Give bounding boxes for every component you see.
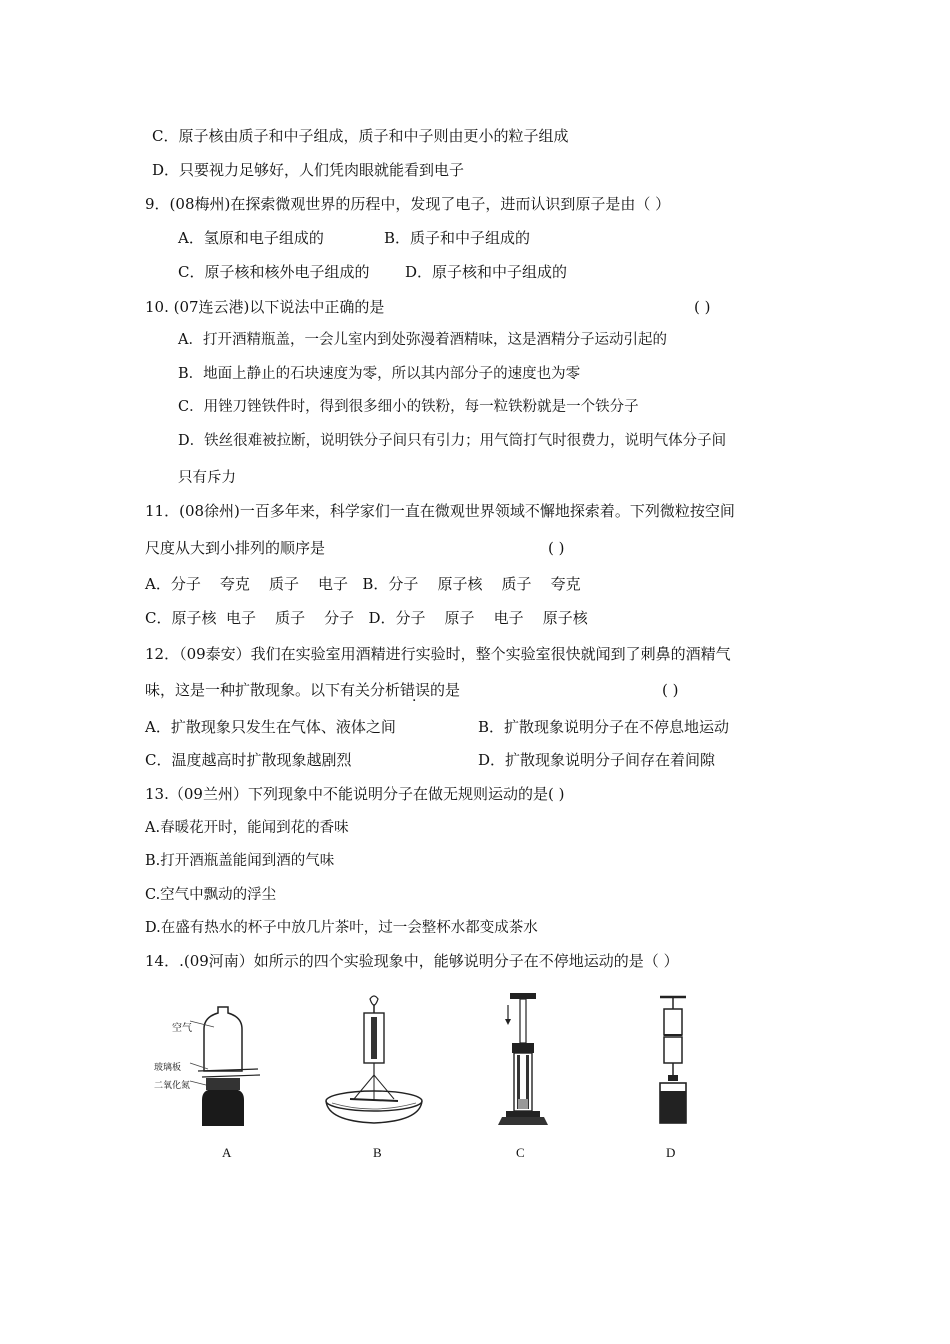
q8-option-d: D．只要视力足够好，人们凭肉眼就能看到电子 [152, 161, 465, 179]
q9-option-c: C．原子核和核外电子组成的 [178, 263, 370, 281]
q14-stem: 14．.(09河南）如所示的四个实验现象中，能够说明分子在不停地运动的是（ ） [145, 952, 679, 970]
q11-options-cd: C．原子核 电子 质子 分子 D．分子 原子 电子 原子核 [145, 609, 588, 627]
figure-a-gas-diffusion [154, 1003, 268, 1127]
figure-label-a: A [222, 1145, 232, 1160]
q9-stem: 9．(08梅州)在探索微观世界的历程中，发现了电子，进而认识到原子是由（ ） [145, 195, 671, 213]
figure-label-d: D [666, 1145, 676, 1160]
q13-option-a: A.春暖花开时，能闻到花的香味 [145, 820, 349, 836]
q10-option-d-line1: D．铁丝很难被拉断，说明铁分子间只有引力；用气筒打气时很费力，说明气体分子间 [178, 433, 727, 449]
q13-option-b: B.打开酒瓶盖能闻到酒的气味 [145, 853, 335, 869]
q13-option-d: D.在盛有热水的杯子中放几片茶叶，过一会整杯水都变成茶水 [145, 920, 538, 936]
q9-option-d: D．原子核和中子组成的 [405, 263, 568, 281]
figure-d-drawing [650, 993, 696, 1127]
q12-stem-line1: 12．（09泰安）我们在实验室用酒精进行实验时，整个实验室很快就闻到了刺鼻的酒精气 [145, 645, 731, 663]
figure-label-c: C [516, 1145, 525, 1160]
q11-stem-line2: 尺度从大到小排列的顺序是 [145, 539, 326, 557]
figure-label-b: B [373, 1145, 382, 1160]
q10-option-c: C．用锉刀锉铁件时，得到很多细小的铁粉，每一粒铁粉就是一个铁分子 [178, 399, 639, 415]
figure-c-compression-cylinder [494, 991, 552, 1127]
q12-stem-line2 [145, 680, 460, 700]
q11-options-ab: A．分子 夸克 质子 电子 B．分子 原子核 质子 夸克 [145, 575, 581, 593]
figure-a-label-air: 空气 [172, 1023, 192, 1034]
q10-option-a: A．打开酒精瓶盖，一会儿室内到处弥漫着酒精味，这是酒精分子运动引起的 [178, 332, 667, 348]
q8-option-c: C．原子核由质子和中子组成，质子和中子则由更小的粒子组成 [152, 127, 569, 145]
q13-stem: 13.（09兰州）下列现象中不能说明分子在做无规则运动的是( ) [145, 785, 565, 803]
q12-answer-bracket: ( ) [662, 681, 679, 699]
q12-option-c: C．温度越高时扩散现象越剧烈 [145, 751, 352, 769]
q10-answer-bracket: ( ) [694, 298, 711, 316]
figure-b-drawing [322, 995, 426, 1127]
q12-option-b: B．扩散现象说明分子在不停息地运动 [478, 718, 730, 736]
q10-option-d-line2: 只有斥力 [178, 470, 236, 486]
q12-option-a: A．扩散现象只发生在气体、液体之间 [145, 718, 396, 736]
q13-option-c: C.空气中飘动的浮尘 [145, 887, 277, 903]
q12-option-d: D．扩散现象说明分子间存在着间隙 [478, 751, 716, 769]
q10-stem: 10. (07连云港)以下说法中正确的是 [145, 298, 385, 316]
q12-stem-pre: 味，这是一种扩散现象。以下有关分析 [145, 681, 401, 699]
q11-stem-line1: 11．(08徐州)一百多年来，科学家们一直在微观世界领域不懈地探索着。下列微粒按空间 [145, 502, 735, 520]
figure-a-label-no2: 二氧化氮 [154, 1080, 191, 1090]
q12-emphasis: 错误 [400, 681, 431, 699]
figure-c-drawing [494, 991, 552, 1127]
figure-a-label-glass: 玻璃板 [154, 1062, 182, 1072]
figure-d-lead-cylinders [650, 993, 696, 1127]
q9-option-b: B．质子和中子组成的 [384, 229, 531, 247]
figure-b-spring-scale [322, 995, 426, 1127]
q12-stem-post: 的是 [430, 681, 461, 699]
q11-answer-bracket: ( ) [548, 539, 565, 557]
q10-option-b: B．地面上静止的石块速度为零，所以其内部分子的速度也为零 [178, 366, 581, 382]
q9-option-a: A．氢原和电子组成的 [178, 229, 324, 247]
